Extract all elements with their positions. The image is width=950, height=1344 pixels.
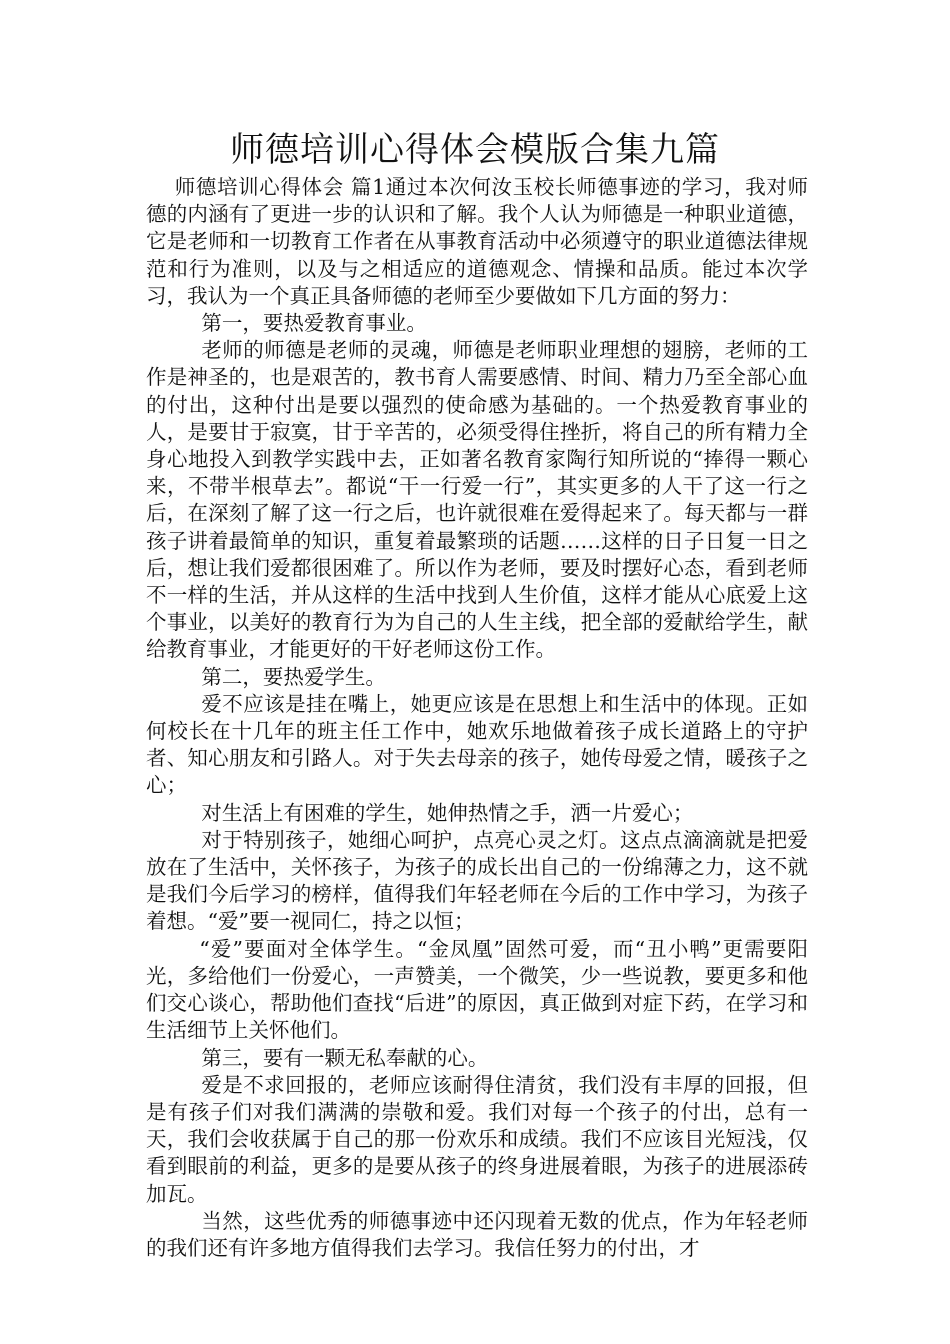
document-title: 师德培训心得体会模版合集九篇 <box>230 130 720 170</box>
section-heading-3: 第三，要有一颗无私奉献的心。 <box>201 1045 489 1070</box>
paragraph-special-children: 对于特别孩子，她细心呵护，点亮心灵之灯。这点点滴滴就是把爱放在了生活中，关怀孩子，为孩子的成长出自己的一份绵薄之力，这不就是我们今后学习的榜样，值得我们年轻老师在今后的工作中学习，为孩子着想。“爱”要一视同仁，持之以恒； <box>146 827 808 934</box>
paragraph-dedication: 爱是不求回报的，老师应该耐得住清贫，我们没有丰厚的回报，但是有孩子们对我们满满的崇敬和爱。我们对每一个孩子的付出，总有一天，我们会收获属于自己的那一份欢乐和成绩。我们不应该目光短浅，仅看到眼前的利益，更多的是要从孩子的终身进展着眼，为孩子的进展添砖加瓦。 <box>146 1072 808 1206</box>
paragraph-difficult-students: 对生活上有困难的学生，她伸热情之手，洒一片爱心； <box>201 800 694 825</box>
paragraph-intro: 师德培训心得体会 篇1通过本次何汝玉校长师德事迹的学习，我对师德的内涵有了更进一步的认识和了解。我个人认为师德是一种职业道德，它是老师和一切教育工作者在从事教育活动中必须遵守的职业道德法律规范和行为准则，以及与之相适应的道德观念、情操和品质。能过本次学习，我认为一个真正具备师德的老师至少要做如下几方面的努力： <box>146 175 808 308</box>
paragraph-all-students: “爱”要面对全体学生。“金凤凰”固然可爱，而“丑小鸭”更需要阳光，多给他们一份爱心，一声赞美，一个微笑，少一些说教，要更多和他们交心谈心，帮助他们查找“后进”的原因，真正做到对症下药，在学习和生活细节上关怀他们。 <box>146 936 808 1043</box>
paragraph-conclusion: 当然，这些优秀的师德事迹中还闪现着无数的优点，作为年轻老师的我们还有许多地方值得我们去学习。我信任努力的付出，才 <box>146 1208 808 1260</box>
section-heading-2: 第二，要热爱学生。 <box>201 664 386 689</box>
section-heading-1: 第一，要热爱教育事业。 <box>201 311 427 336</box>
paragraph-love-career: 老师的师德是老师的灵魂，师德是老师职业理想的翅膀，老师的工作是神圣的，也是艰苦的，教书育人需要感情、时间、精力乃至全部心血的付出，这种付出是要以强烈的使命感为基础的。一个热爱教育事业的人，是要甘于寂寞，甘于辛苦的，必须受得住挫折，将自己的所有精力全身心地投入到教学实践中去，正如著名教育家陶行知所说的“捧得一颗心来，不带半根草去”。都说“干一行爱一行”，其实更多的人干了这一行之后，在深刻了解了这一行之后，也许就很难在爱得起来了。每天都与一群孩子讲着最简单的知识，重复着最繁琐的话题……这样的日子日复一日之后，想让我们爱都很困难了。所以作为老师，要及时摆好心态，看到老师不一样的生活，并从这样的生活中找到人生价值，这样才能从心底爱上这个事业，以美好的教育行为为自己的人生主线，把全部的爱献给学生，献给教育事业，才能更好的干好老师这份工作。 <box>146 338 808 662</box>
paragraph-love-students: 爱不应该是挂在嘴上，她更应该是在思想上和生活中的体现。正如何校长在十几年的班主任工作中，她欢乐地做着孩子成长道路上的守护者、知心朋友和引路人。对于失去母亲的孩子，她传母爱之情，暖孩子之心； <box>146 691 808 798</box>
document-body <box>146 174 808 1262</box>
